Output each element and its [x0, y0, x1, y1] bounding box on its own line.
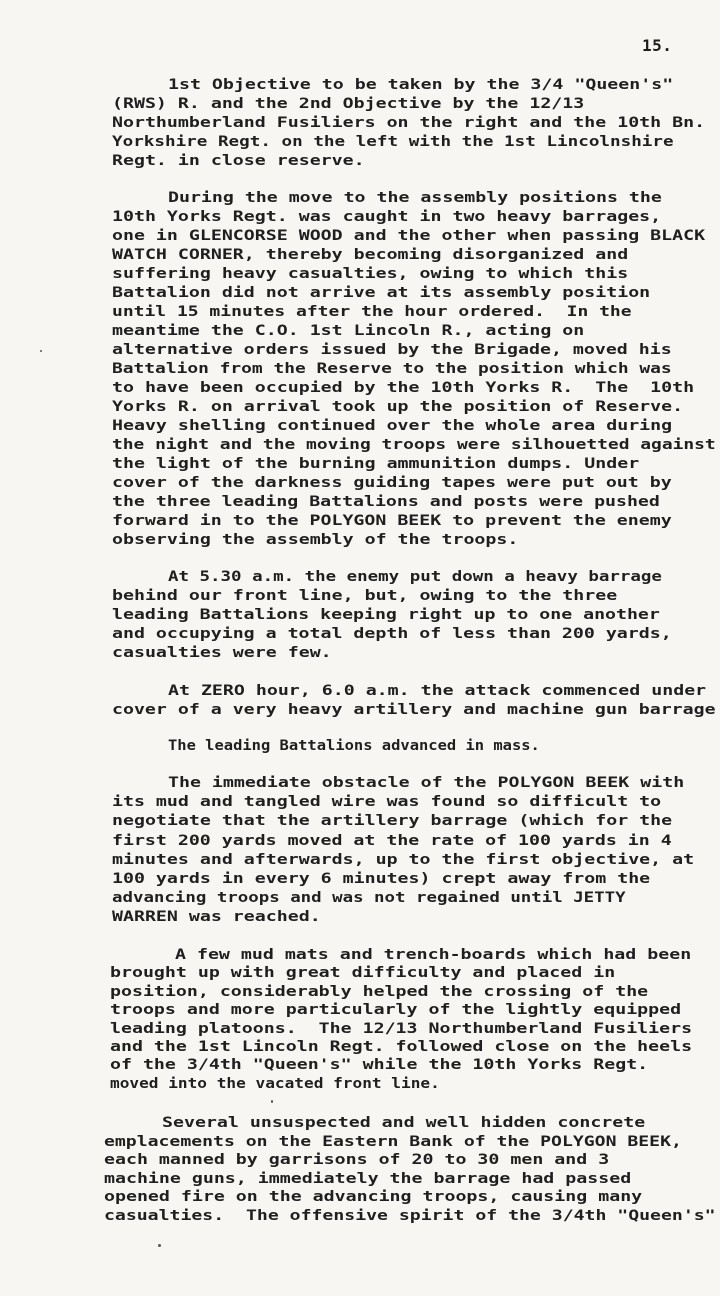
text-line: opened fire on the advancing troops, causing many	[104, 1188, 643, 1206]
text-line: Northumberland Fusiliers on the right and the 10th Bn.	[112, 114, 706, 131]
text-line: leading Battalions keeping right up to one another	[112, 606, 660, 623]
text-line: A few mud mats and trench-boards which had been	[175, 946, 692, 963]
text-line: its mud and tangled wire was found so difficult to	[112, 793, 662, 811]
text-line: Heavy shelling continued over the whole area during	[112, 417, 673, 434]
text-line: the three leading Battalions and posts were pushed	[112, 493, 660, 510]
text-line: casualties. The offensive spirit of the 3/4th "Queen's"	[104, 1207, 716, 1224]
ink-speck	[158, 1244, 161, 1247]
text-line: Battalion from the Reserve to the position which was	[112, 360, 672, 377]
text-line: meantime the C.O. 1st Lincoln R., acting on	[112, 322, 585, 339]
ink-speck	[40, 350, 42, 352]
text-line: minutes and afterwards, up to the first objective, at	[112, 850, 695, 868]
text-line: casualties were few.	[112, 644, 332, 661]
text-line: and occupying a total depth of less than 200 yards,	[112, 625, 672, 642]
text-line: of the 3/4th "Queen's" while the 10th Yorks Regt.	[110, 1056, 649, 1074]
text-line: to have been occupied by the 10th Yorks R. The 10th	[112, 379, 695, 396]
ink-speck	[271, 1100, 273, 1103]
text-line: brought up with great difficulty and placed in	[110, 964, 616, 982]
text-line: Yorks R. on arrival took up the position of Reserve.	[112, 398, 684, 415]
text-line: emplacements on the Eastern Bank of the POLYGON BEEK,	[104, 1132, 682, 1150]
text-line: Several unsuspected and well hidden concrete	[162, 1114, 646, 1131]
text-line: WATCH CORNER, thereby becoming disorganized and	[112, 246, 629, 263]
text-line: At ZERO hour, 6.0 a.m. the attack commenced under	[168, 682, 707, 699]
text-line: At 5.30 a.m. the enemy put down a heavy barrage	[168, 568, 662, 585]
text-line: observing the assembly of the troops.	[112, 531, 519, 548]
text-line: (RWS) R. and the 2nd Objective by the 12/13	[112, 95, 585, 112]
text-line: the night and the moving troops were silhouetted against	[112, 436, 716, 453]
text-line: 10th Yorks Regt. was caught in two heavy barrages,	[112, 208, 662, 225]
text-line: The leading Battalions advanced in mass.	[168, 737, 540, 754]
page-number: 15.	[642, 36, 673, 55]
text-line: cover of a very heavy artillery and machine gun barrage	[112, 701, 716, 718]
text-line: During the move to the assembly positions the	[168, 189, 662, 206]
text-line: Yorkshire Regt. on the left with the 1st Lincolnshire	[112, 133, 674, 150]
text-line: The immediate obstacle of the POLYGON BEEK with	[168, 774, 685, 791]
text-line: Regt. in close reserve.	[112, 152, 365, 169]
text-line: 100 yards in every 6 minutes) crept away from the	[112, 870, 651, 887]
text-line: each manned by garrisons of 20 to 30 men and 3	[104, 1151, 610, 1169]
text-line: advancing troops and was not regained until JETTY	[112, 889, 626, 907]
text-line: position, considerably helped the crossing of the	[110, 982, 649, 1000]
text-line: moved into the vacated front line.	[110, 1074, 440, 1092]
text-line: negotiate that the artillery barrage (which for the	[112, 812, 673, 830]
text-line: one in GLENCORSE WOOD and the other when passing BLACK	[112, 227, 706, 244]
text-line: machine guns, immediately the barrage had passed	[104, 1169, 632, 1187]
text-line: Battalion did not arrive at its assembly position	[112, 284, 651, 301]
text-line: troops and more particularly of the lightly equipped	[110, 1001, 682, 1019]
text-line: until 15 minutes after the hour ordered. In the	[112, 303, 632, 320]
text-line: WARREN was reached.	[112, 908, 321, 926]
text-line: forward in to the POLYGON BEEK to prevent the enemy	[112, 512, 672, 529]
text-line: and the 1st Lincoln Regt. followed close on the heels	[110, 1038, 693, 1055]
text-line: the light of the burning ammunition dumps. Under	[112, 455, 640, 472]
text-line: first 200 yards moved at the rate of 100 yards in 4	[112, 831, 672, 849]
text-line: alternative orders issued by the Brigade, moved his	[112, 341, 672, 358]
text-line: suffering heavy casualties, owing to which this	[112, 265, 629, 282]
text-line: behind our front line, but, owing to the three	[112, 587, 618, 604]
text-line: leading platoons. The 12/13 Northumberland Fusiliers	[110, 1019, 693, 1037]
text-line: cover of the darkness guiding tapes were put out by	[112, 474, 672, 491]
text-line: 1st Objective to be taken by the 3/4 "Queen's"	[168, 76, 674, 93]
